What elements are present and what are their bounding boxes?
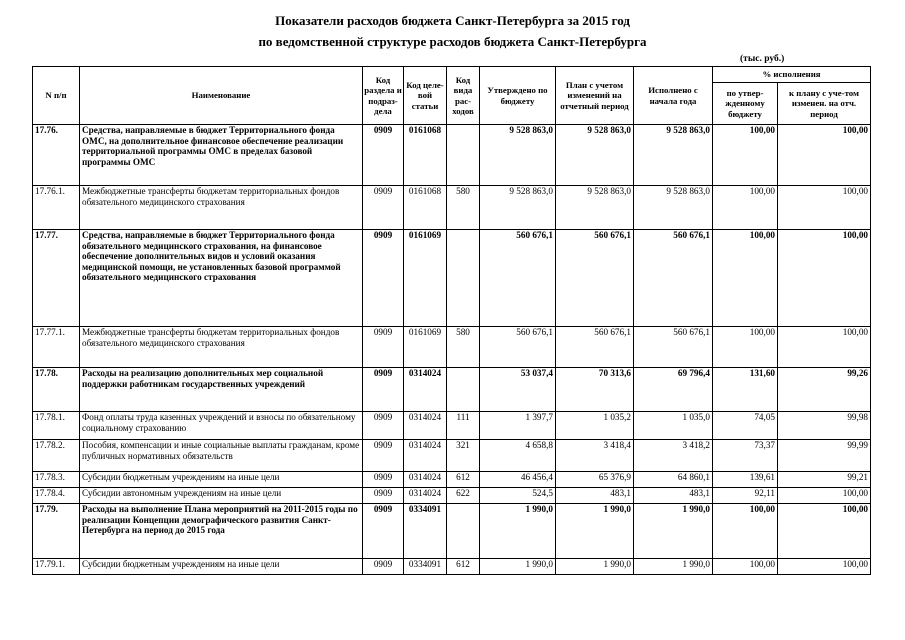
cell-num: 17.78. (33, 368, 80, 412)
cell-pct-plan: 99,26 (778, 368, 871, 412)
cell-pct-plan: 100,00 (778, 504, 871, 559)
cell-statia: 0161069 (404, 230, 447, 327)
cell-pct-utv: 100,00 (713, 125, 778, 186)
cell-isp: 560 676,1 (634, 230, 713, 327)
cell-isp: 9 528 863,0 (634, 125, 713, 186)
cell-pct-plan: 100,00 (778, 559, 871, 575)
cell-num: 17.78.1. (33, 412, 80, 440)
document-title-line-2: по ведомственной структуре расходов бюджета Санкт-Петербурга (258, 34, 647, 49)
cell-statia: 0314024 (404, 412, 447, 440)
cell-pct-utv: 100,00 (713, 504, 778, 559)
cell-pct-utv: 139,61 (713, 472, 778, 488)
cell-razdel: 0909 (363, 440, 404, 472)
cell-plan: 65 376,9 (556, 472, 634, 488)
units-note: (тыс. руб.) (740, 54, 785, 64)
cell-pct-plan: 99,99 (778, 440, 871, 472)
header-utv: Утверждено по бюджету (480, 67, 556, 125)
cell-name: Субсидии бюджетным учреждениям на иные цели (80, 472, 363, 488)
cell-isp: 560 676,1 (634, 327, 713, 368)
cell-pct-utv: 100,00 (713, 559, 778, 575)
cell-utv: 560 676,1 (480, 327, 556, 368)
cell-pct-utv: 92,11 (713, 488, 778, 504)
cell-num: 17.76. (33, 125, 80, 186)
table-row (33, 412, 871, 440)
cell-vid: 321 (447, 440, 480, 472)
cell-pct-plan: 100,00 (778, 125, 871, 186)
cell-pct-plan: 99,98 (778, 412, 871, 440)
cell-utv: 524,5 (480, 488, 556, 504)
cell-statia: 0314024 (404, 368, 447, 412)
cell-vid (447, 230, 480, 327)
cell-name: Субсидии бюджетным учреждениям на иные цели (80, 559, 363, 575)
cell-num: 17.78.2. (33, 440, 80, 472)
cell-isp: 1 990,0 (634, 559, 713, 575)
cell-razdel: 0909 (363, 559, 404, 575)
cell-plan: 9 528 863,0 (556, 125, 634, 186)
cell-razdel: 0909 (363, 368, 404, 412)
cell-vid: 612 (447, 559, 480, 575)
cell-utv: 4 658,8 (480, 440, 556, 472)
cell-razdel: 0909 (363, 186, 404, 230)
cell-pct-plan: 100,00 (778, 186, 871, 230)
cell-isp: 1 035,0 (634, 412, 713, 440)
cell-utv: 9 528 863,0 (480, 186, 556, 230)
header-num: N п/п (33, 67, 80, 125)
cell-pct-utv: 73,37 (713, 440, 778, 472)
cell-utv: 1 397,7 (480, 412, 556, 440)
cell-utv: 9 528 863,0 (480, 125, 556, 186)
cell-razdel: 0909 (363, 230, 404, 327)
cell-vid (447, 125, 480, 186)
cell-razdel: 0909 (363, 125, 404, 186)
header-razdel: Код раздела и подраз-дела (363, 67, 404, 125)
header-pct-utv: по утвер-жденному бюджету (713, 83, 778, 125)
cell-vid (447, 368, 480, 412)
cell-num: 17.78.4. (33, 488, 80, 504)
cell-isp: 69 796,4 (634, 368, 713, 412)
table-row (33, 472, 871, 488)
cell-name: Межбюджетные трансферты бюджетам территориальных фондов обязательного медицинского страхования (80, 327, 363, 368)
cell-razdel: 0909 (363, 412, 404, 440)
cell-vid: 612 (447, 472, 480, 488)
header-vid: Код вида рас-ходов (447, 67, 480, 125)
cell-pct-plan: 100,00 (778, 230, 871, 327)
cell-razdel: 0909 (363, 327, 404, 368)
cell-pct-utv: 131,60 (713, 368, 778, 412)
cell-utv: 1 990,0 (480, 559, 556, 575)
cell-plan: 70 313,6 (556, 368, 634, 412)
cell-plan: 9 528 863,0 (556, 186, 634, 230)
cell-vid: 580 (447, 186, 480, 230)
cell-vid: 622 (447, 488, 480, 504)
cell-name: Расходы на реализацию дополнительных мер социальной поддержки работникам государственных учреждений (80, 368, 363, 412)
cell-pct-plan: 100,00 (778, 488, 871, 504)
cell-num: 17.76.1. (33, 186, 80, 230)
cell-pct-plan: 99,21 (778, 472, 871, 488)
cell-name: Фонд оплаты труда казенных учреждений и взносы по обязательному социальному страхованию (80, 412, 363, 440)
cell-name: Средства, направляемые в бюджет Территориального фонда обязательного медицинского страхования, на финансовое обеспечение дополнительных видов и условий оказания медицинской помощи, не установленных базовой программой обязательного медицинского страхования (80, 230, 363, 327)
cell-plan: 1 035,2 (556, 412, 634, 440)
cell-statia: 0161069 (404, 327, 447, 368)
cell-isp: 9 528 863,0 (634, 186, 713, 230)
cell-pct-plan: 100,00 (778, 327, 871, 368)
header-plan: План с учетом изменений на отчетный период (556, 67, 634, 125)
cell-num: 17.77.1. (33, 327, 80, 368)
cell-statia: 0334091 (404, 504, 447, 559)
header-pct-group: % исполнения (713, 67, 871, 83)
cell-name: Пособия, компенсации и иные социальные выплаты гражданам, кроме публичных нормативных обязательств (80, 440, 363, 472)
header-isp: Исполнено с начала года (634, 67, 713, 125)
header-statia: Код целе-вой статьи (404, 67, 447, 125)
cell-razdel: 0909 (363, 504, 404, 559)
cell-statia: 0161068 (404, 186, 447, 230)
table-row (33, 559, 871, 575)
cell-plan: 560 676,1 (556, 327, 634, 368)
table-row (33, 186, 871, 230)
cell-pct-utv: 74,05 (713, 412, 778, 440)
cell-statia: 0334091 (404, 559, 447, 575)
expenditure-table (32, 66, 871, 575)
cell-isp: 64 860,1 (634, 472, 713, 488)
table-row (33, 504, 871, 559)
cell-statia: 0314024 (404, 440, 447, 472)
cell-isp: 3 418,2 (634, 440, 713, 472)
table-row (33, 230, 871, 327)
cell-pct-utv: 100,00 (713, 186, 778, 230)
table-row (33, 368, 871, 412)
cell-name: Субсидии автономным учреждениям на иные цели (80, 488, 363, 504)
table-row (33, 440, 871, 472)
table-row (33, 488, 871, 504)
header-name: Наименование (80, 67, 363, 125)
cell-vid: 580 (447, 327, 480, 368)
cell-name: Средства, направляемые в бюджет Территориального фонда ОМС, на дополнительное финансовое обеспечение реализации территориальной программы ОМС в пределах базовой программы ОМС (80, 125, 363, 186)
cell-pct-utv: 100,00 (713, 327, 778, 368)
cell-num: 17.78.3. (33, 472, 80, 488)
document-title-line-1: Показатели расходов бюджета Санкт-Петербурга за 2015 год (275, 13, 630, 28)
table-row (33, 125, 871, 186)
table-row (33, 327, 871, 368)
cell-plan: 1 990,0 (556, 504, 634, 559)
cell-utv: 1 990,0 (480, 504, 556, 559)
cell-isp: 483,1 (634, 488, 713, 504)
cell-name: Расходы на выполнение Плана мероприятий на 2011-2015 годы по реализации Концепции демографического развития Санкт-Петербурга на период до 2015 года (80, 504, 363, 559)
header-pct-plan: к плану с уче-том изменен. на отч. период (778, 83, 871, 125)
cell-utv: 560 676,1 (480, 230, 556, 327)
table-body (33, 125, 871, 575)
cell-statia: 0314024 (404, 488, 447, 504)
cell-razdel: 0909 (363, 488, 404, 504)
cell-pct-utv: 100,00 (713, 230, 778, 327)
cell-plan: 483,1 (556, 488, 634, 504)
cell-utv: 46 456,4 (480, 472, 556, 488)
cell-plan: 3 418,4 (556, 440, 634, 472)
cell-num: 17.79.1. (33, 559, 80, 575)
cell-num: 17.79. (33, 504, 80, 559)
cell-vid: 111 (447, 412, 480, 440)
cell-razdel: 0909 (363, 472, 404, 488)
cell-plan: 1 990,0 (556, 559, 634, 575)
cell-name: Межбюджетные трансферты бюджетам территориальных фондов обязательного медицинского страхования (80, 186, 363, 230)
cell-plan: 560 676,1 (556, 230, 634, 327)
cell-isp: 1 990,0 (634, 504, 713, 559)
cell-statia: 0161068 (404, 125, 447, 186)
cell-vid (447, 504, 480, 559)
cell-statia: 0314024 (404, 472, 447, 488)
cell-utv: 53 037,4 (480, 368, 556, 412)
cell-num: 17.77. (33, 230, 80, 327)
